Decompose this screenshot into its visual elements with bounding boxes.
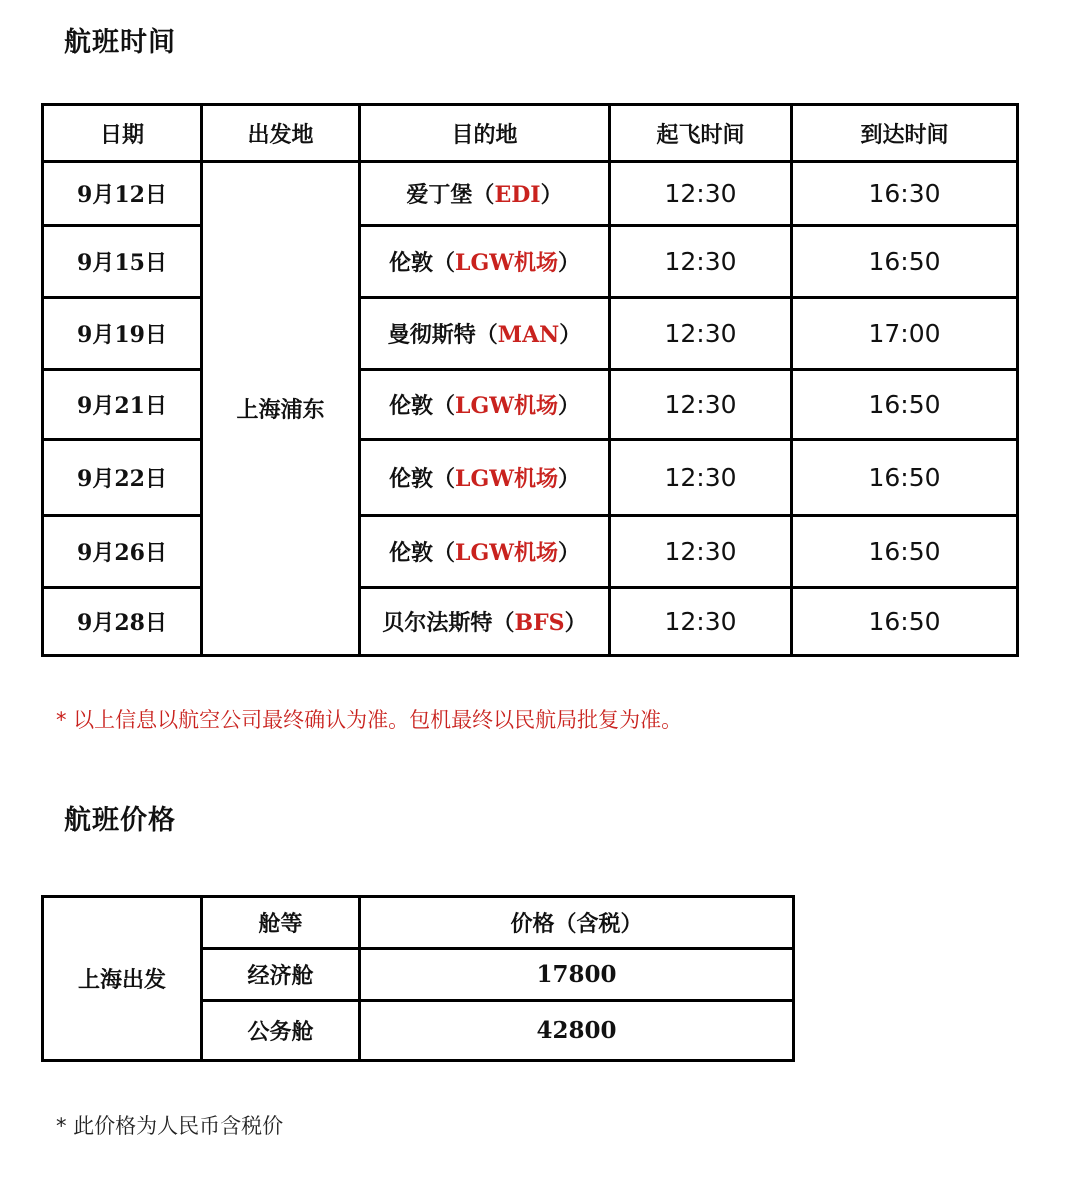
pricing-table [41,895,795,1062]
destination-name: 伦敦 [388,466,433,492]
col-header-destination: 目的地 [360,105,610,162]
paren-close: ） [557,466,580,492]
flight-date: 9月12日 [43,162,202,226]
flight-date: 9月19日 [43,298,202,370]
col-header-class: 舱等 [202,897,360,949]
arrive-time: 17:00 [792,298,1018,370]
destination [360,162,610,226]
col-header-origin: 出发地 [202,105,360,162]
destination-code: LGW机场 [455,540,558,566]
schedule-heading: 航班时间 [64,27,176,58]
schedule-row [43,516,1018,588]
destination [360,298,610,370]
cabin-class: 公务舱 [202,1001,360,1061]
col-header-price: 价格（含税） [360,897,794,949]
cabin-price: 17800 [360,949,794,1001]
arrive-time: 16:50 [792,370,1018,440]
depart-time: 12:30 [610,370,792,440]
schedule-table [41,103,1019,657]
schedule-row [43,588,1018,656]
depart-time: 12:30 [610,440,792,516]
destination-name: 曼彻斯特 [387,322,476,348]
schedule-note: * 以上信息以航空公司最终确认为准。包机最终以民航局批复为准。 [56,708,683,732]
arrive-time: 16:50 [792,440,1018,516]
pricing-note: * 此价格为人民币含税价 [56,1114,284,1138]
destination-name: 爱丁堡 [406,182,473,208]
paren-close: ） [557,250,580,276]
paren-open: （ [433,466,456,492]
cabin-price: 42800 [360,1001,794,1061]
pricing-header-row [43,897,794,949]
paren-close: ） [564,610,587,636]
destination-code: BFS [514,610,565,636]
flight-date: 9月21日 [43,370,202,440]
destination [360,516,610,588]
destination [360,588,610,656]
destination [360,226,610,298]
origin-city: 上海浦东 [202,162,360,656]
paren-open: （ [433,540,456,566]
paren-close: ） [540,182,563,208]
paren-open: （ [475,322,498,348]
paren-open: （ [433,250,456,276]
col-header-date: 日期 [43,105,202,162]
destination-code: LGW机场 [455,466,558,492]
destination-code: LGW机场 [455,250,558,276]
schedule-row [43,226,1018,298]
schedule-row [43,440,1018,516]
flight-date: 9月15日 [43,226,202,298]
depart-time: 12:30 [610,226,792,298]
col-header-depart: 起飞时间 [610,105,792,162]
schedule-row [43,298,1018,370]
destination-name: 伦敦 [388,540,433,566]
destination-name: 伦敦 [388,393,433,419]
flight-date: 9月28日 [43,588,202,656]
destination [360,440,610,516]
col-header-arrive: 到达时间 [792,105,1018,162]
destination-code: EDI [494,182,541,208]
paren-open: （ [472,182,495,208]
schedule-header-row [43,105,1018,162]
paren-open: （ [492,610,515,636]
arrive-time: 16:30 [792,162,1018,226]
paren-close: ） [557,393,580,419]
depart-time: 12:30 [610,298,792,370]
destination [360,370,610,440]
depart-time: 12:30 [610,162,792,226]
destination-code: LGW机场 [455,393,558,419]
paren-close: ） [559,322,582,348]
arrive-time: 16:50 [792,226,1018,298]
destination-code: MAN [497,322,560,348]
flight-date: 9月22日 [43,440,202,516]
paren-open: （ [433,393,456,419]
arrive-time: 16:50 [792,588,1018,656]
destination-name: 伦敦 [388,250,433,276]
depart-time: 12:30 [610,516,792,588]
pricing-origin: 上海出发 [43,897,202,1061]
schedule-row [43,370,1018,440]
schedule-row [43,162,1018,226]
depart-time: 12:30 [610,588,792,656]
paren-close: ） [557,540,580,566]
pricing-heading: 航班价格 [64,805,176,836]
flight-date: 9月26日 [43,516,202,588]
arrive-time: 16:50 [792,516,1018,588]
cabin-class: 经济舱 [202,949,360,1001]
destination-name: 贝尔法斯特 [382,610,493,636]
